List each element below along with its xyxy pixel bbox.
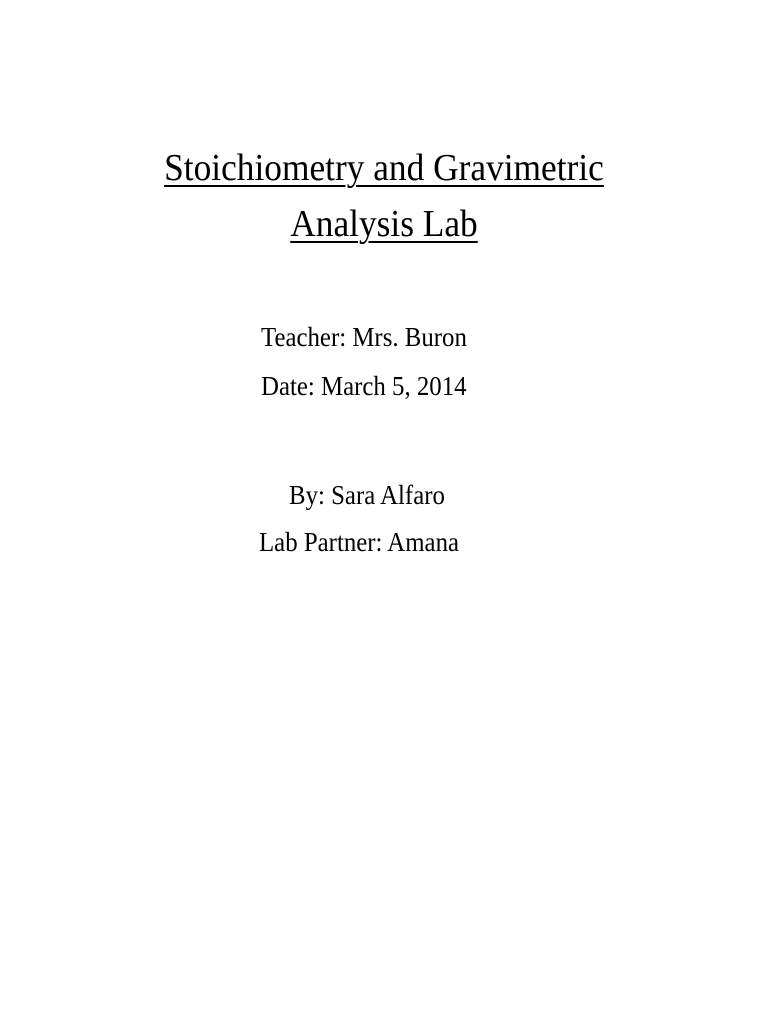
date-line: Date: March 5, 2014 <box>261 371 467 401</box>
title-line-2: Analysis Lab <box>290 203 478 245</box>
teacher-line: Teacher: Mrs. Buron <box>261 322 467 352</box>
author-line: By: Sara Alfaro <box>289 480 445 510</box>
lab-partner-line: Lab Partner: Amana <box>259 527 460 557</box>
title-line-1: Stoichiometry and Gravimetric <box>164 147 604 189</box>
